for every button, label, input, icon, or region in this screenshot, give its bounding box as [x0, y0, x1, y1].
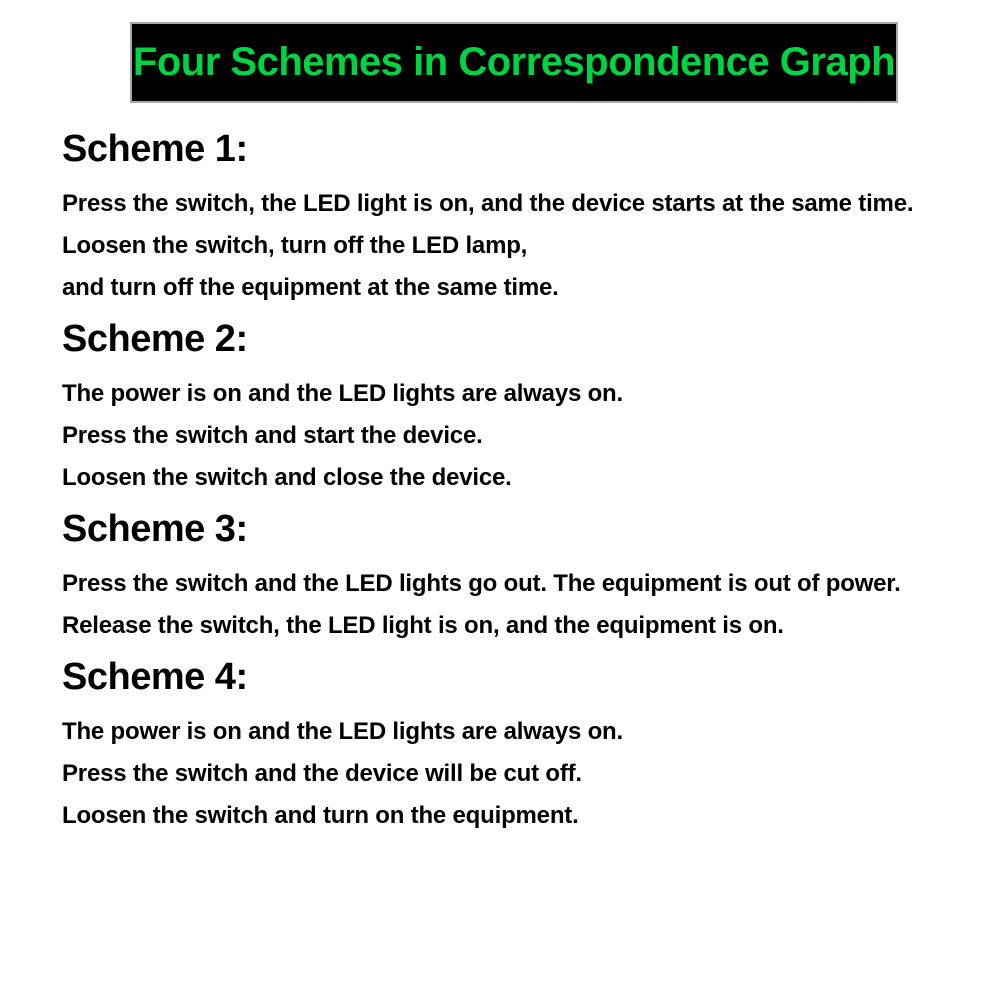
scheme-1-line-1: Press the switch, the LED light is on, and the device starts at the same time.	[62, 190, 914, 217]
scheme-2-line-3: Loosen the switch and close the device.	[62, 464, 512, 491]
scheme-4-line-1: The power is on and the LED lights are always on.	[62, 718, 623, 745]
scheme-2-section	[62, 317, 960, 499]
page	[0, 22, 1000, 1000]
scheme-1-line-2: Loosen the switch, turn off the LED lamp,	[62, 232, 528, 259]
scheme-3-title: Scheme 3:	[62, 508, 248, 550]
scheme-1-title: Scheme 1:	[62, 128, 248, 170]
scheme-1-section	[62, 127, 960, 309]
scheme-4-line-3: Loosen the switch and turn on the equipment.	[62, 802, 579, 829]
scheme-2-body	[62, 373, 960, 499]
scheme-4-section	[62, 655, 960, 837]
scheme-3-line-2: Release the switch, the LED light is on, and the equipment is on.	[62, 612, 784, 639]
scheme-4-line-2: Press the switch and the device will be cut off.	[62, 760, 582, 787]
scheme-3-line-1: Press the switch and the LED lights go out. The equipment is out of power.	[62, 570, 901, 597]
scheme-1-line-3: and turn off the equipment at the same time.	[62, 274, 559, 301]
scheme-2-title: Scheme 2:	[62, 318, 248, 360]
scheme-2-line-2: Press the switch and start the device.	[62, 422, 483, 449]
title-banner	[130, 22, 898, 103]
scheme-2-line-1: The power is on and the LED lights are always on.	[62, 380, 623, 407]
scheme-4-body	[62, 711, 960, 837]
scheme-4-title: Scheme 4:	[62, 656, 248, 698]
scheme-1-body	[62, 183, 960, 309]
scheme-3-section	[62, 507, 960, 647]
scheme-3-body	[62, 563, 960, 647]
content	[62, 127, 960, 837]
page-title: Four Schemes in Correspondence Graph	[132, 40, 896, 84]
